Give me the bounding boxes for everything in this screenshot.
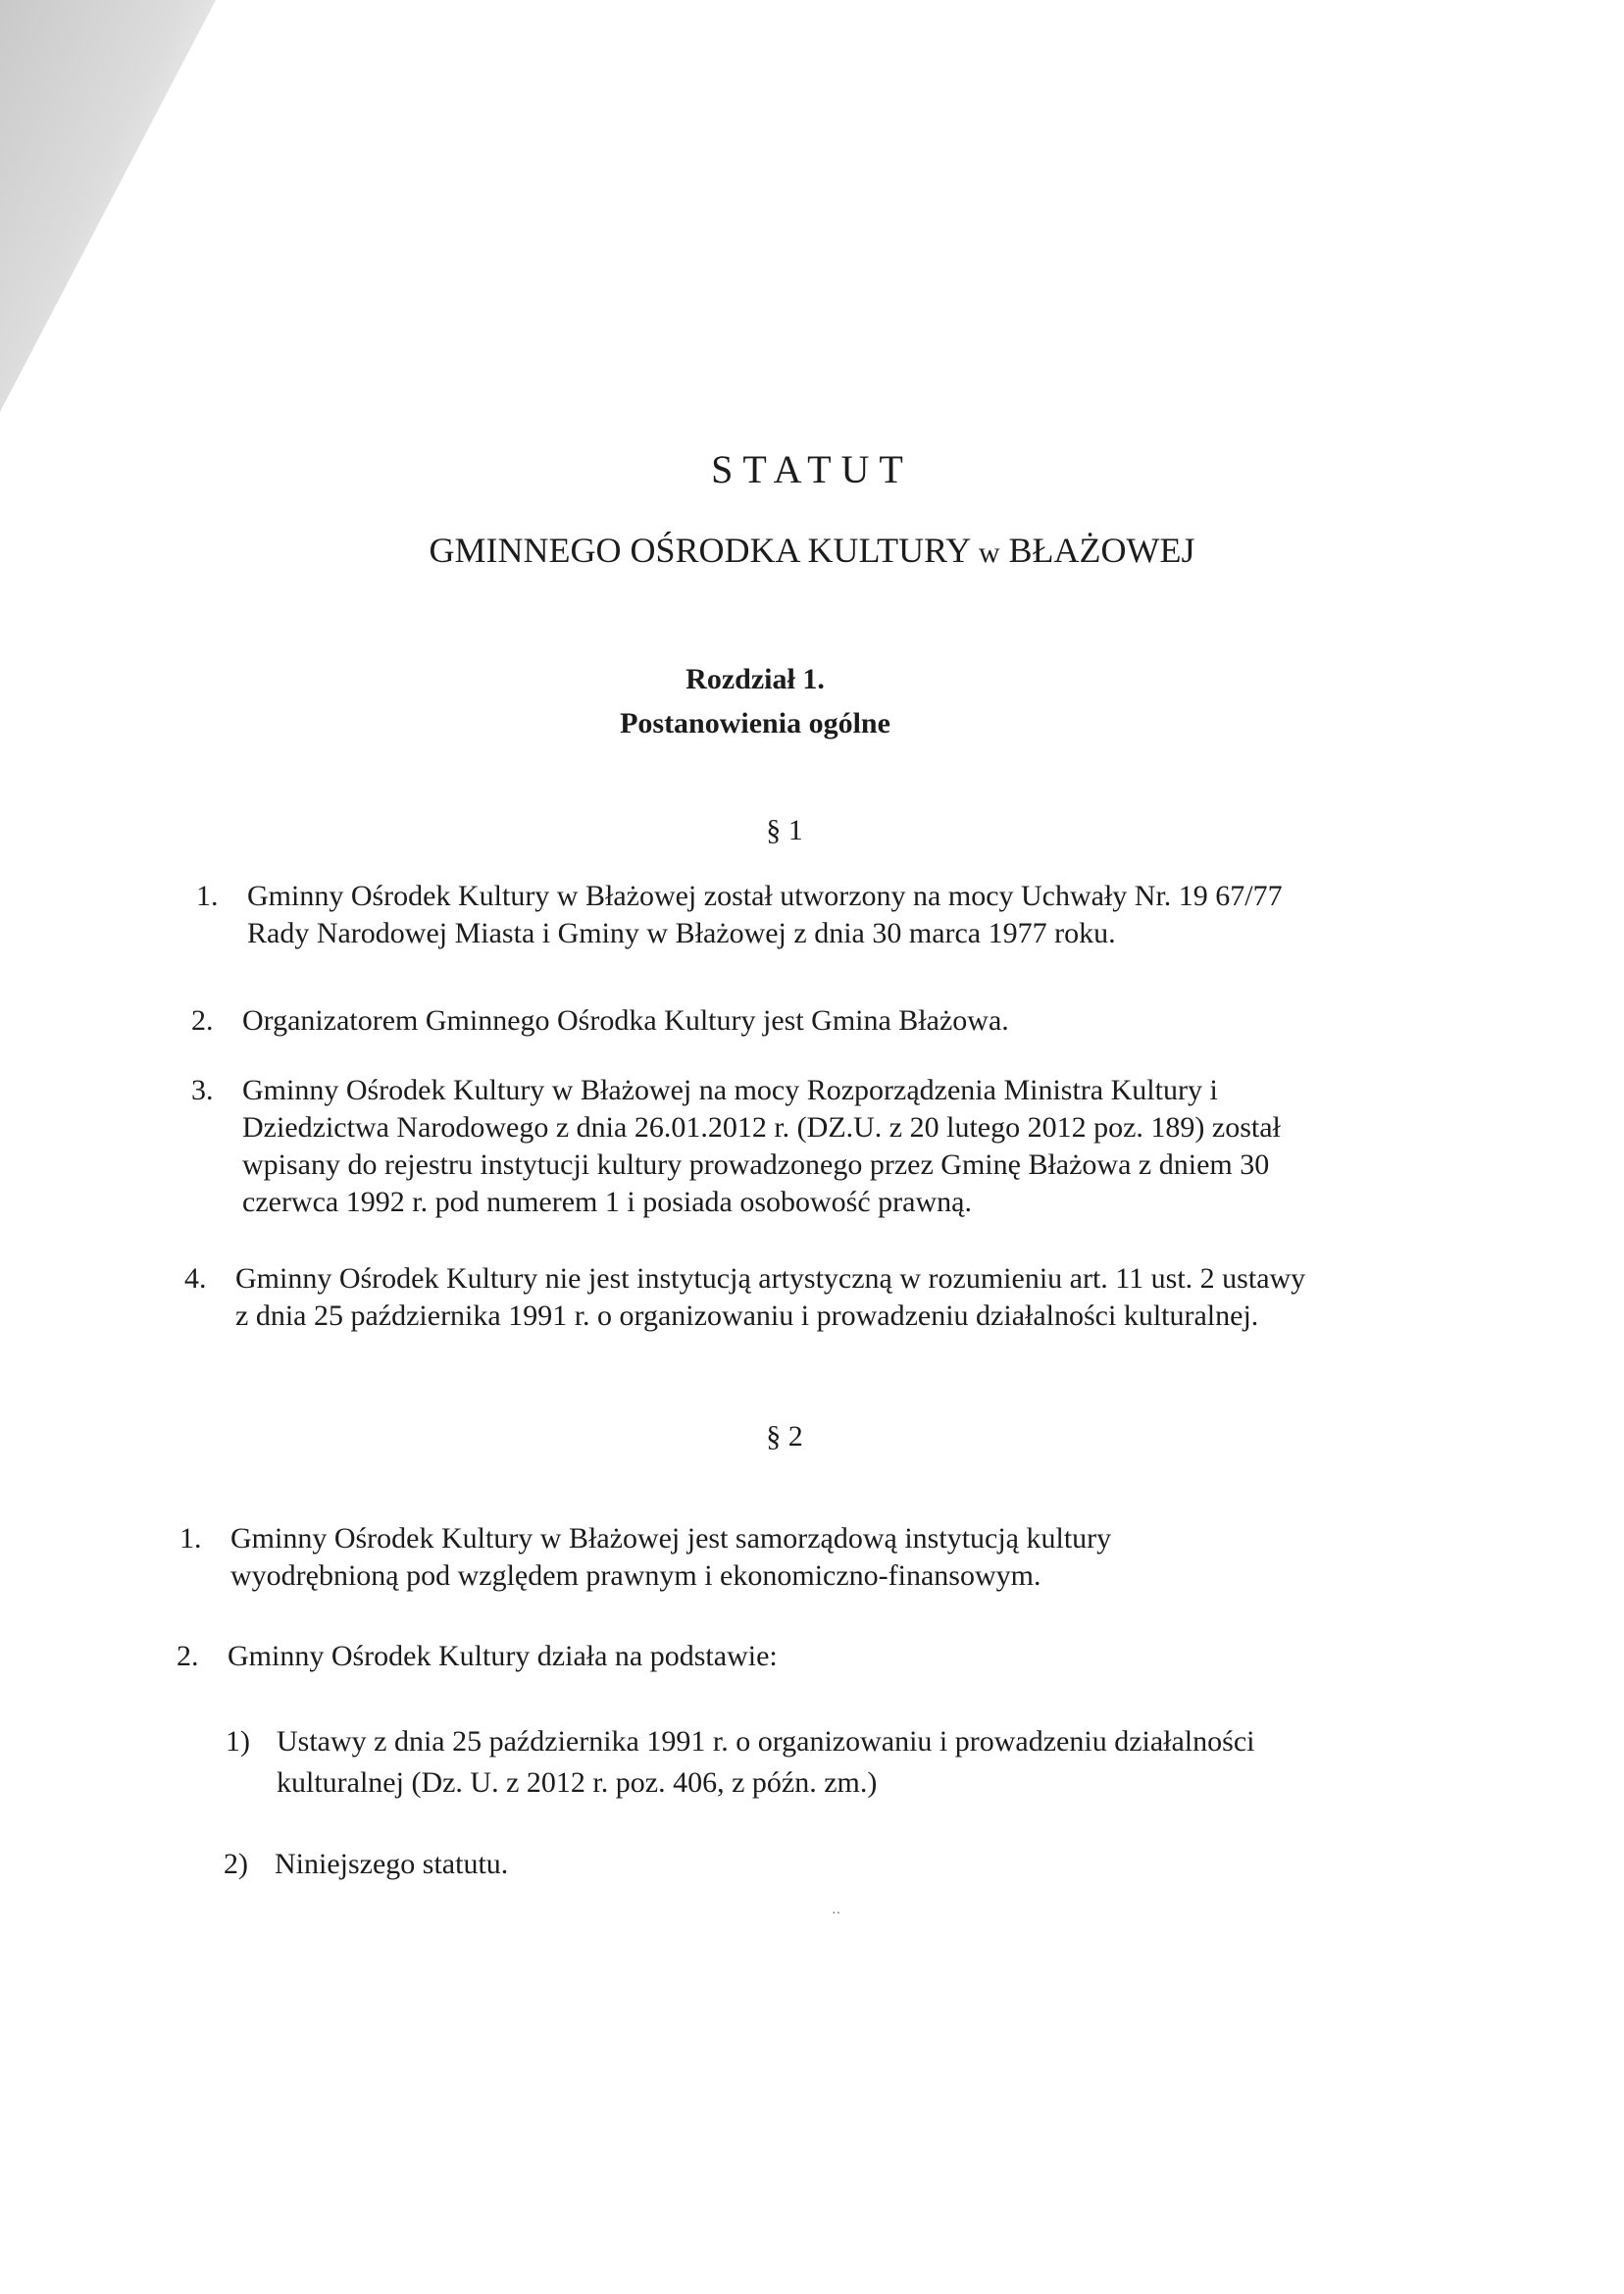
paragraph-text: Gminny Ośrodek Kultury w Błażowej na mocy Rozporządzenia Ministra Kultury i Dziedzictwa Narodowego z dnia 26.01.2012 r. (DZ.U. z 20 lutego 2012 poz. 189) został wpisany do rejestru instytucji kultury prowadzonego przez Gminę Błażowa z dniem 30 czerwca 1992 r. pod numerem 1 i posiada osobowość prawną. [242,1074,1281,1218]
institution-name-place: BŁAŻOWEJ [1008,531,1195,570]
institution-name-preposition: w [978,536,1000,569]
paragraph-text: Gminny Ośrodek Kultury w Błażowej jest samorządową instytucją kultury wyodrębnioną pod względem prawnym i ekonomiczno-finansowym. [230,1522,1112,1592]
section-symbol-2: § 2 [766,1420,803,1453]
list-item-number: 1) [226,1725,250,1758]
scan-speck: ·· [832,1907,841,1921]
list-item-2-2-1 [226,1721,1383,1810]
paragraph-number: 2. [177,1640,199,1672]
paragraph-text: Gminny Ośrodek Kultury działa na podstawie: [228,1640,778,1672]
paragraph-1-1 [196,878,1314,956]
paragraph-1-3 [191,1072,1329,1229]
chapter-name: Postanowienia ogólne [620,707,890,739]
paragraph-2-2 [177,1638,1255,1677]
paragraph-text: Gminny Ośrodek Kultury nie jest instytucją artystyczną w rozumieniu art. 11 ust. 2 ustawy z dnia 25 października 1991 r. o organizowaniu i prowadzeniu działalności kulturalnej. [235,1262,1306,1332]
paragraph-1-2 [191,1002,1309,1042]
paragraph-number: 4. [184,1262,207,1295]
paragraph-1-4 [184,1260,1322,1378]
paragraph-text: Organizatorem Gminnego Ośrodka Kultury jest Gmina Błażowa. [242,1004,1009,1037]
paragraph-text: Gminny Ośrodek Kultury w Błażowej został utworzony na mocy Uchwały Nr. 19 67/77 Rady Narodowej Miasta i Gminy w Błażowej z dnia 30 marca 1977 roku. [247,880,1283,949]
chapter-heading [0,657,1510,745]
list-item-2-2-2 [224,1844,1381,1888]
paragraph-2-1 [179,1520,1239,1599]
list-item-text: Ustawy z dnia 25 października 1991 r. o organizowaniu i prowadzeniu działalności kulturalnej (Dz. U. z 2012 r. poz. 406, z późn. zm.) [277,1725,1255,1799]
paragraph-number: 2. [191,1004,214,1037]
institution-name [0,530,1624,571]
paragraph-number: 1. [196,880,219,912]
scan-corner-shadow [0,0,216,412]
list-item-number: 2) [224,1848,248,1880]
section-symbol-1: § 1 [766,814,803,846]
paragraph-number: 1. [179,1522,202,1555]
list-item-text: Niniejszego statutu. [275,1848,509,1880]
document-title: STATUT [711,447,913,491]
paragraph-number: 3. [191,1074,214,1106]
chapter-number: Rozdział 1. [685,663,825,695]
institution-name-main: GMINNEGO OŚRODKA KULTURY [429,531,970,570]
